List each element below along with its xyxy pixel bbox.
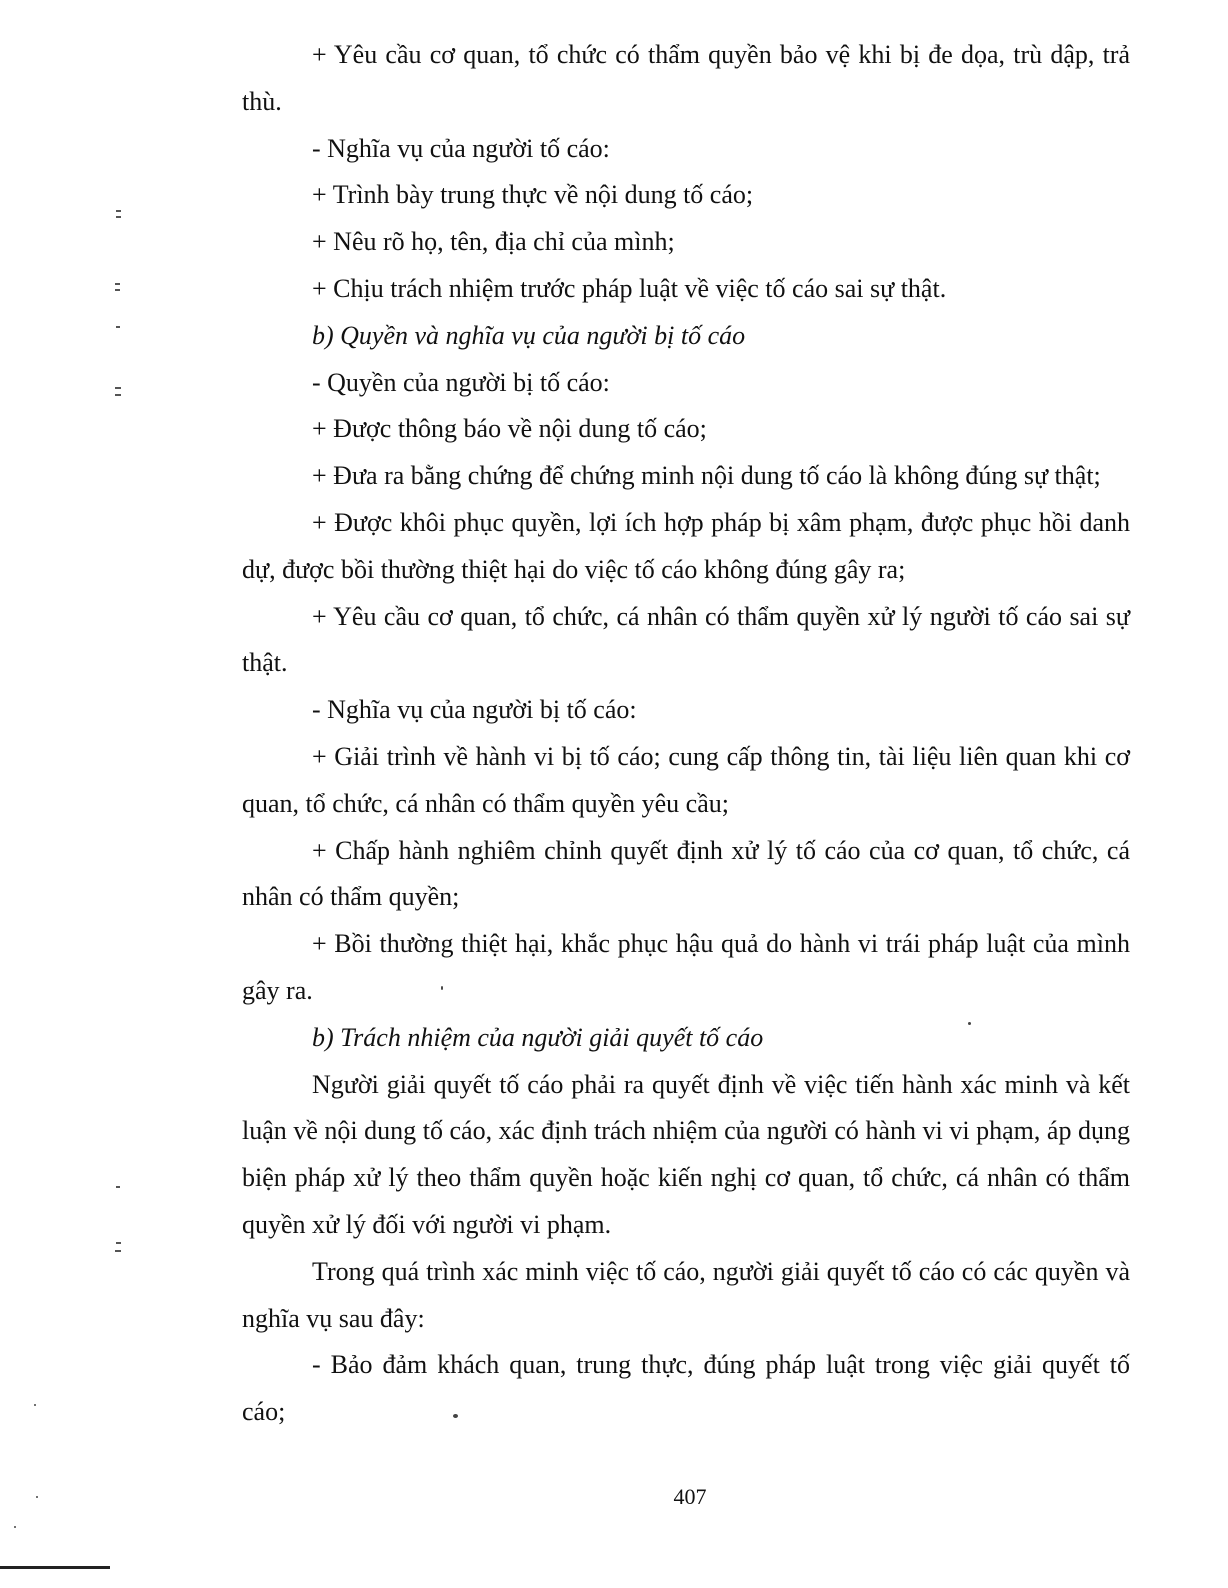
scan-speck xyxy=(453,1414,458,1418)
paragraph-request-protection: + Yêu cầu cơ quan, tổ chức có thẩm quyền bảo vệ khi bị đe dọa, trù dập, trả thù. xyxy=(242,40,1130,116)
paragraph-ensure-objectivity: - Bảo đảm khách quan, trung thực, đúng pháp luật trong việc giải quyết tố cáo; xyxy=(242,1350,1130,1427)
scan-mark xyxy=(116,326,120,328)
scan-edge-line xyxy=(0,1566,110,1569)
paragraph-legal-responsibility: + Chịu trách nhiệm trước pháp luật về việc tố cáo sai sự thật. xyxy=(312,273,947,303)
scan-speck xyxy=(968,1022,971,1025)
scan-mark xyxy=(115,387,121,389)
paragraph-be-notified: + Được thông báo về nội dung tố cáo; xyxy=(312,414,707,444)
paragraph-present-evidence: + Đưa ra bằng chứng để chứng minh nội dung tố cáo là không đúng sự thật; xyxy=(312,461,1101,491)
scan-speck xyxy=(14,1526,16,1528)
scan-mark xyxy=(115,1250,121,1252)
paragraph-honest-presentation: + Trình bày trung thực về nội dung tố cáo; xyxy=(312,180,754,210)
scan-speck xyxy=(441,986,443,990)
paragraph-explain-behavior: + Giải trình về hành vi bị tố cáo; cung cấp thông tin, tài liệu liên quan khi cơ quan, tổ chức, cá nhân có thẩm quyền yêu cầu; xyxy=(242,741,1130,818)
scan-mark xyxy=(116,216,121,218)
paragraph-state-name-address: + Nêu rõ họ, tên, địa chỉ của mình; xyxy=(312,227,675,257)
scan-mark xyxy=(115,394,121,396)
section-heading-accused-rights: b) Quyền và nghĩa vụ của người bị tố cáo xyxy=(312,320,746,350)
paragraph-rights-accused: - Quyền của người bị tố cáo: xyxy=(312,367,610,397)
paragraph-comply-decision: + Chấp hành nghiêm chỉnh quyết định xử lý tố cáo của cơ quan, tổ chức, cá nhân có thẩm quyền; xyxy=(242,835,1130,912)
scan-speck xyxy=(36,1496,38,1498)
paragraph-obligations-accuser: - Nghĩa vụ của người tố cáo: xyxy=(312,133,610,163)
paragraph-obligations-accused: - Nghĩa vụ của người bị tố cáo: xyxy=(312,695,637,725)
scan-mark xyxy=(116,210,121,212)
scan-mark xyxy=(116,1242,121,1244)
scan-mark xyxy=(116,1186,120,1188)
section-heading-resolver-responsibility: b) Trách nhiệm của người giải quyết tố cáo xyxy=(312,1022,764,1052)
paragraph-verification-process: Trong quá trình xác minh việc tố cáo, người giải quyết tố cáo có các quyền và nghĩa vụ sau đây: xyxy=(242,1256,1130,1333)
body-text xyxy=(242,32,1130,1436)
paragraph-request-handling: + Yêu cầu cơ quan, tổ chức, cá nhân có thẩm quyền xử lý người tố cáo sai sự thật. xyxy=(242,601,1130,678)
scan-mark xyxy=(115,289,120,291)
paragraph-resolver-decision: Người giải quyết tố cáo phải ra quyết định về việc tiến hành xác minh và kết luận về nội dung tố cáo, xác định trách nhiệm của người có hành vi vi phạm, áp dụng biện pháp xử lý theo thẩm quyền hoặc kiến nghị cơ quan, tổ chức, cá nhân có thẩm quyền xử lý đối với người vi phạm. xyxy=(242,1069,1130,1239)
scan-mark xyxy=(115,283,120,285)
paragraph-compensate-damage: + Bồi thường thiệt hại, khắc phục hậu quả do hành vi trái pháp luật của mình gây ra. xyxy=(242,929,1130,1005)
scan-speck xyxy=(34,1404,36,1406)
page-number: 407 xyxy=(673,1484,707,1509)
paragraph-restore-rights: + Được khôi phục quyền, lợi ích hợp pháp bị xâm phạm, được phục hồi danh dự, được bồi thường thiệt hại do việc tố cáo không đúng gây ra; xyxy=(242,507,1130,584)
